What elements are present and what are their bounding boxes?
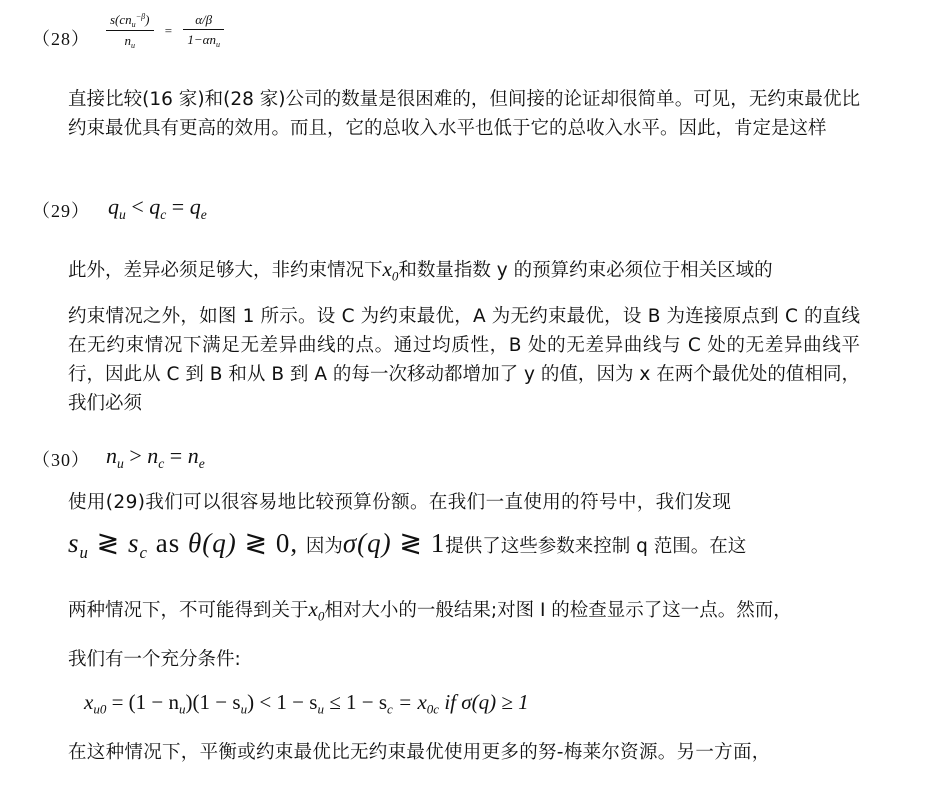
- equation-29: $q_u < q_c = q_e$: [108, 194, 207, 222]
- paragraph-3-line-3: 两种情况下，不可能得到关于$x_0$相对大小的一般结果;对图 I 的检查显示了这一点。然而，: [68, 597, 792, 624]
- eq28-rhs-fraction: $\frac{\alpha/\beta}{1-\alpha n_u}$: [183, 12, 224, 49]
- equation-30: $n_u > n_c = n_e$: [106, 443, 205, 471]
- eq28-lhs-fraction: $\frac{s(cn_u^{-\beta})}{n_u}$: [106, 12, 154, 50]
- math-su-sc-theta: $s_u$ ≷ $s_c$ as θ(q) ≷ 0,: [68, 528, 299, 562]
- paragraph-2-line-1: 此外，差异必须足够大，非约束情况下$x_0$和数量指数 y 的预算约束必须位于相关区域的: [68, 257, 773, 284]
- math-sigma: σ(q) ≷ 1: [342, 528, 446, 558]
- paragraph-4-line-1: 在这种情况下，平衡或约束最优比无约束最优使用更多的努-梅莱尔资源。另一方面，: [68, 742, 771, 763]
- paragraph-2-body: 约束情况之外，如图 1 所示。设 C 为约束最优，A 为无约束最优，设 B 为连接原点到 C 的直线在无约束情况下满足无差异曲线的点。通过均质性，B 处的无差异曲线与 C 处的无差异曲线平行，因此从 C 到 B 和从 B 到 A 的每一次移动都增加了 y 的值，因为 x 在两个最优处的值相同，我们必须: [68, 306, 860, 414]
- paragraph-1: 直接比较(16 家)和(28 家)公司的数量是很困难的，但间接的论证却很简单。可见，无约束最优比约束最优具有更高的效用。而且，它的总收入水平也低于它的总收入水平。因此，肯定是这样: [68, 89, 860, 139]
- paragraph-3-line-4: 我们有一个充分条件:: [68, 649, 241, 670]
- paragraph-3-line-1: 使用(29)我们可以很容易地比较预算份额。在我们一直使用的符号中，我们发现: [68, 492, 732, 513]
- equation-28: $\frac{s(cn_u^{-\beta})}{n_u}$ = $\frac{\alpha/\beta}{1-\alpha n_u}$: [106, 12, 224, 50]
- equation-sufficient-condition: $x_{u0} = (1 - n_u)(1 - s_u) < 1 - s_u \le 1 - s_c = x_{0c}$ if σ(q) ≥ 1: [84, 690, 529, 717]
- equation-number-28: （28）: [32, 29, 90, 49]
- equation-number-30: （30）: [32, 450, 90, 470]
- equation-number-29: （29）: [32, 201, 90, 221]
- paragraph-3-line-2: $s_u$ ≷ $s_c$ as θ(q) ≷ 0, 因为σ(q) ≷ 1提供了这些参数来控制 q 范围。在这: [68, 528, 747, 562]
